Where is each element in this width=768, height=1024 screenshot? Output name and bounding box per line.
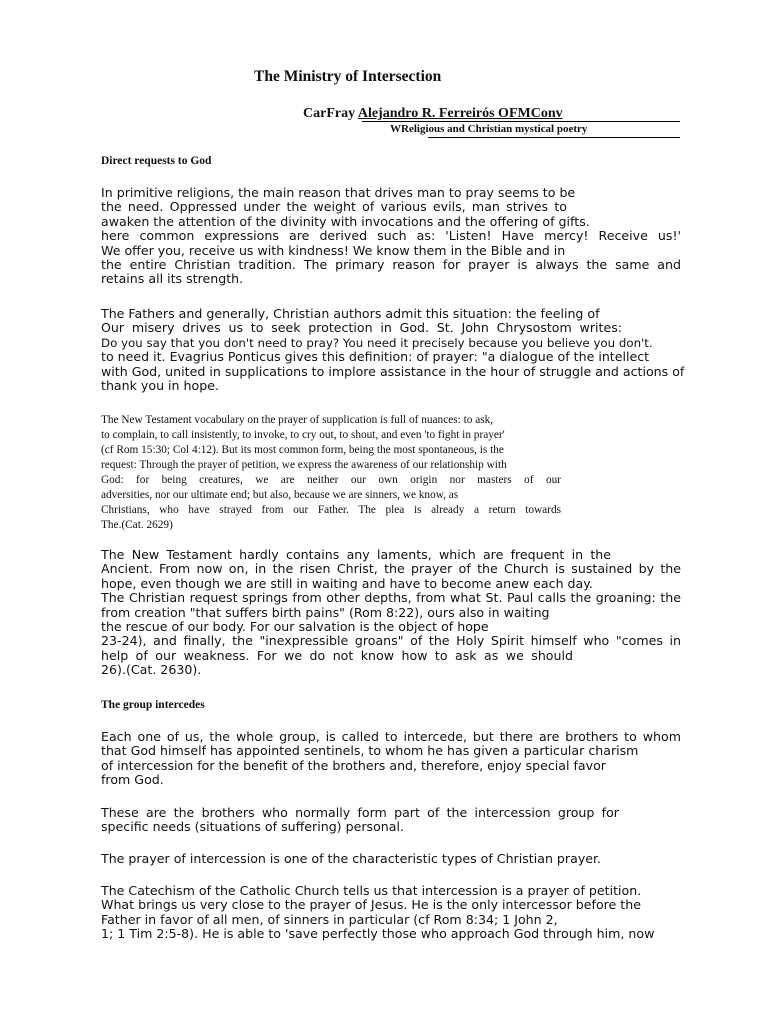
text-line: We offer you, receive us with kindness! We know them in the Bible and in — [101, 242, 566, 258]
paragraph-new-testament — [101, 548, 681, 678]
text-line: The Christian request springs from other depths, from what St. Paul calls the groaning: the — [101, 590, 681, 606]
quote-line: The.(Cat. 2629) — [101, 519, 173, 531]
text-line: Father in favor of all men, of sinners in particular (cf Rom 8:34; 1 John 2, — [101, 911, 558, 927]
text-line: What brings us very close to the prayer of Jesus. He is the only intercessor before the — [101, 897, 641, 913]
paragraph-fathers — [101, 306, 685, 394]
text-line: thank you in hope. — [101, 378, 219, 394]
text-line: the rescue of our body. For our salvation is the object of hope — [101, 619, 489, 635]
quote-line: (cf Rom 15:30; Col 4:12). But its most common form, being the most spontaneous, is the — [101, 444, 504, 456]
quote-line: The New Testament vocabulary on the prayer of supplication is full of nuances: to ask, — [101, 414, 494, 426]
paragraph-catechism — [101, 884, 681, 942]
text-line: retains all its strength. — [101, 271, 244, 287]
paragraph-group — [101, 730, 681, 788]
quote-line: adversities, nor our ultimate end; but also, because we are sinners, we know, as — [101, 489, 459, 501]
text-line: 1; 1 Tim 2:5-8). He is able to 'save perfectly those who approach God through him, now — [101, 926, 655, 942]
text-line: from creation "that suffers birth pains" (Rom 8:22), ours also in waiting — [101, 604, 550, 620]
document-subtitle: WReligious and Christian mystical poetry — [390, 123, 588, 135]
text-line: help of our weakness. For we do not know how to ask as we should — [101, 647, 573, 663]
heading-group-intercedes: The group intercedes — [101, 699, 205, 711]
text-line: 26).(Cat. 2630). — [101, 662, 202, 678]
text-line: specific needs (situations of suffering) personal. — [101, 819, 404, 835]
author-prefix: CarFray — [303, 106, 358, 121]
paragraph-brothers — [101, 806, 681, 835]
text-line: from God. — [101, 772, 164, 788]
paragraph-primitive-religions — [101, 186, 681, 287]
text-line: to need it. Evagrius Ponticus gives this definition: of prayer: "a dialogue of the intellect — [101, 349, 650, 365]
heading-direct-requests: Direct requests to God — [101, 155, 212, 167]
text-line: Our misery drives us to seek protection in God. St. John Chrysostom writes: — [101, 320, 622, 336]
text-line: These are the brothers who normally form part of the intercession group for — [101, 805, 619, 820]
text-line: The Fathers and generally, Christian authors admit this situation: the feeling of — [101, 306, 600, 321]
text-line: here common expressions are derived such as: 'Listen! Have mercy! Receive us!' — [101, 228, 681, 244]
text-line: awaken the attention of the divinity with invocations and the offering of gifts. — [101, 213, 590, 229]
text-line: The Catechism of the Catholic Church tells us that intercession is a prayer of petition. — [101, 883, 642, 898]
text-line: that God himself has appointed sentinels, to whom he has given a particular charism — [101, 743, 639, 759]
text-line: the need. Oppressed under the weight of various evils, man strives to — [101, 199, 567, 215]
paragraph-intercession-prayer — [101, 852, 681, 866]
author-underline — [362, 121, 680, 122]
text-line: hope, even though we are still in waiting and have to become anew each day. — [101, 575, 593, 591]
subtitle-underline — [428, 137, 680, 138]
text-line: of intercession for the benefit of the brothers and, therefore, enjoy special favor — [101, 757, 606, 773]
author-name: Alejandro R. Ferreirós OFMConv — [357, 106, 563, 121]
text-line: In primitive religions, the main reason that drives man to pray seems to be — [101, 185, 576, 200]
author-line — [303, 106, 563, 122]
text-line: Do you say that you don't need to pray? You need it precisely because you believe you don't. — [101, 335, 653, 350]
text-line: The prayer of intercession is one of the characteristic types of Christian prayer. — [101, 851, 602, 866]
text-line: Ancient. From now on, in the risen Christ, the prayer of the Church is sustained by the — [101, 561, 681, 577]
document-title: The Ministry of Intersection — [254, 68, 442, 85]
text-line: with God, united in supplications to implore assistance in the hour of struggle and actions of — [101, 363, 685, 379]
quote-line: God: for being creatures, we are neither our own origin nor masters of our — [101, 474, 561, 486]
quote-line: request: Through the prayer of petition, we express the awareness of our relationship with — [101, 459, 507, 471]
text-line: Each one of us, the whole group, is called to intercede, but there are brothers to whom — [101, 729, 681, 744]
text-line: the entire Christian tradition. The primary reason for prayer is always the same and — [101, 257, 681, 273]
quote-line: to complain, to call insistently, to invoke, to cry out, to shout, and even 'to fight in prayer' — [101, 429, 505, 441]
text-line: 23-24), and finally, the "inexpressible groans" of the Holy Spirit himself who "comes in — [101, 633, 681, 649]
catechism-quote-2629 — [101, 413, 561, 533]
text-line: The New Testament hardly contains any laments, which are frequent in the — [101, 547, 611, 562]
quote-line: Christians, who have strayed from our Father. The plea is already a return towards — [101, 504, 561, 516]
